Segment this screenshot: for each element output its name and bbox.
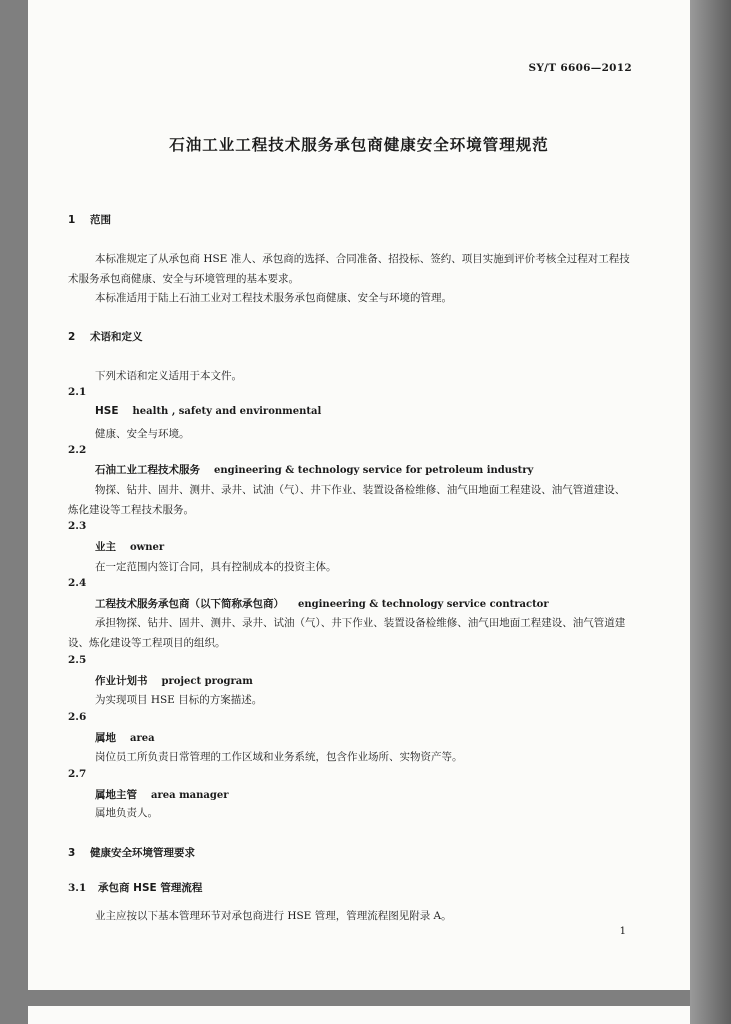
standard-code: SY/T 6606—2012	[528, 62, 632, 74]
section-number: 3	[68, 847, 76, 859]
term-definition: 物探、钻井、固井、测井、录井、试油（气）、井下作业、装置设备检维修、油气田地面工程建设、油气管道建设、炼化建设等工程技术服务。	[68, 484, 626, 516]
term-entry	[95, 539, 164, 554]
section-1-heading	[68, 212, 111, 227]
clause-number: 2.1	[68, 386, 87, 398]
subsection-title: 承包商 HSE 管理流程	[98, 882, 203, 894]
term-zh: 作业计划书	[95, 675, 148, 687]
section-number: 2	[68, 331, 76, 343]
viewer-right-margin	[690, 0, 731, 1024]
term-definition: 健康、安全与环境。	[95, 428, 190, 440]
next-page-edge	[28, 1006, 690, 1024]
page-number: 1	[619, 926, 626, 937]
term-zh: 工程技术服务承包商（以下简称承包商）	[95, 598, 284, 610]
term-entry	[95, 730, 155, 745]
term-zh: 业主	[95, 541, 116, 553]
section-2-heading	[68, 329, 143, 344]
term-definition: 岗位员工所负责日常管理的工作区域和业务系统，包含作业场所、实物资产等。	[95, 751, 463, 763]
term-zh: HSE	[95, 405, 119, 417]
document-page	[28, 0, 690, 990]
section-1-paragraph-2: 本标准适用于陆上石油工业对工程技术服务承包商健康、安全与环境的管理。	[95, 292, 452, 304]
term-definition: 承担物探、钻井、固井、测井、录井、试油（气）、井下作业、装置设备检维修、油气田地面工程建设、油气管道建设、炼化建设等工程项目的组织。	[68, 617, 626, 649]
term-entry	[95, 462, 533, 477]
subsection-number: 3.1	[68, 882, 87, 894]
subsection-3-1-heading	[68, 880, 202, 895]
term-en: engineering & technology service for petroleum industry	[214, 465, 534, 476]
section-2-intro: 下列术语和定义适用于本文件。	[95, 370, 242, 382]
term-en: area manager	[151, 790, 229, 801]
subsection-3-1-text: 业主应按以下基本管理环节对承包商进行 HSE 管理，管理流程图见附录 A。	[95, 910, 452, 922]
term-definition: 为实现项目 HSE 目标的方案描述。	[95, 694, 263, 706]
clause-number: 2.4	[68, 577, 87, 589]
section-3-heading	[68, 845, 195, 860]
term-en: health , safety and environmental	[132, 406, 322, 417]
term-en: engineering & technology service contractor	[298, 599, 549, 610]
clause-number: 2.7	[68, 768, 87, 780]
term-entry	[95, 596, 549, 611]
clause-number: 2.5	[68, 654, 87, 666]
section-title: 术语和定义	[90, 331, 143, 343]
section-number: 1	[68, 214, 76, 226]
clause-number: 2.3	[68, 520, 87, 532]
term-definition: 属地负责人。	[95, 807, 158, 819]
term-entry	[95, 673, 253, 688]
page-title: 石油工业工程技术服务承包商健康安全环境管理规范	[169, 136, 549, 154]
term-entry	[95, 787, 229, 802]
term-zh: 属地主管	[95, 789, 137, 801]
section-title: 范围	[90, 214, 111, 226]
term-zh: 属地	[95, 732, 116, 744]
term-en: area	[130, 733, 155, 744]
term-zh: 石油工业工程技术服务	[95, 464, 200, 476]
term-en: project program	[161, 676, 253, 687]
clause-number: 2.2	[68, 444, 87, 456]
clause-number: 2.6	[68, 711, 87, 723]
section-title: 健康安全环境管理要求	[90, 847, 195, 859]
term-en: owner	[130, 542, 165, 553]
term-definition: 在一定范围内签订合同，具有控制成本的投资主体。	[95, 561, 337, 573]
section-1-paragraph-1: 本标准规定了从承包商 HSE 准人、承包商的选择、合同准备、招投标、签约、项目实施到评价考核全过程对工程技术服务承包商健康、安全与环境管理的基本要求。	[68, 253, 630, 285]
term-entry	[95, 405, 321, 417]
